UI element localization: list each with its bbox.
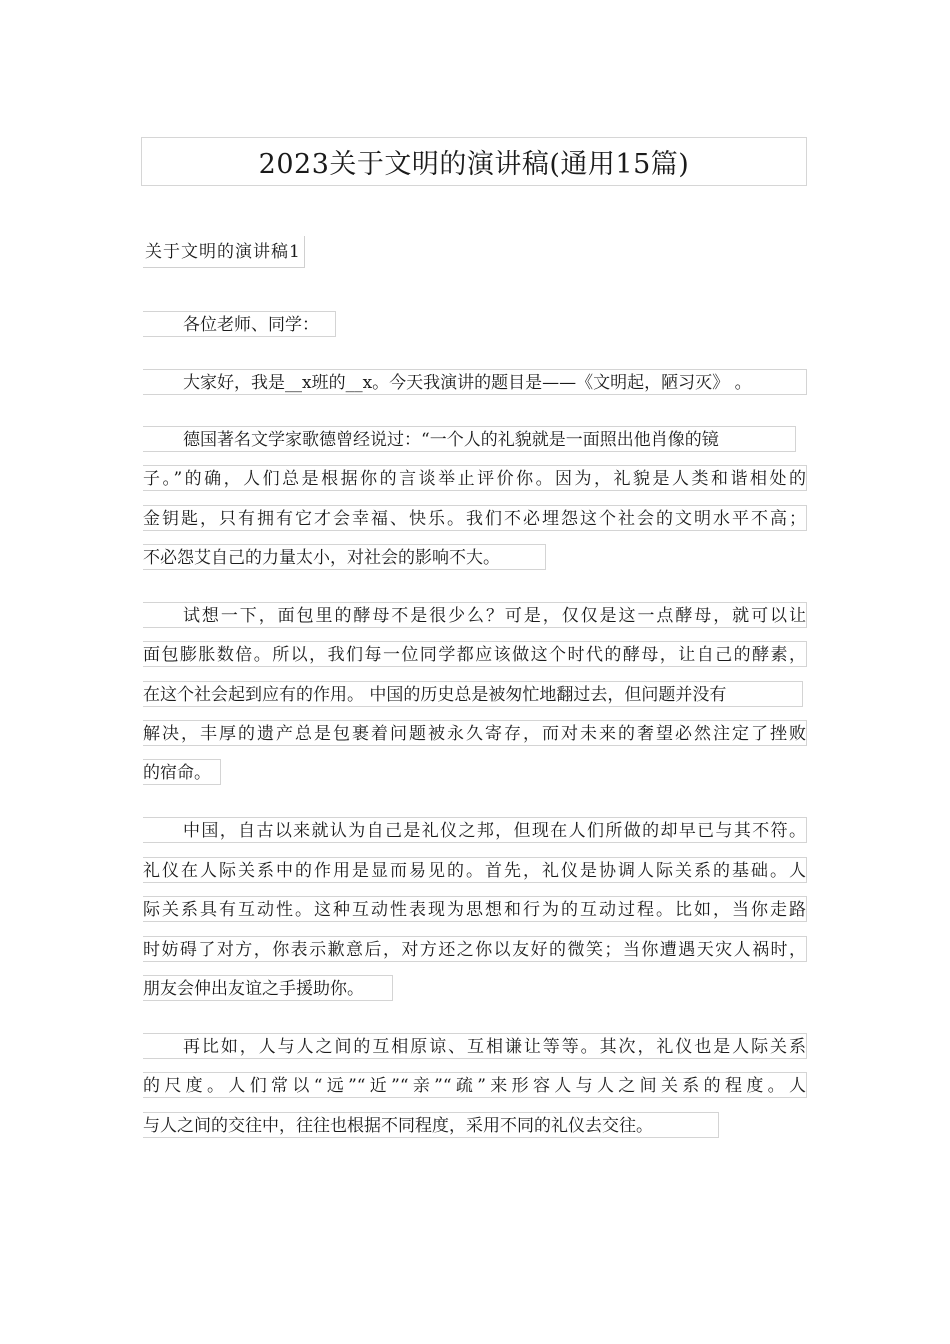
text-line: 面包膨胀数倍。所以，我们每一位同学都应该做这个时代的酵母，让自己的酵素， [143, 641, 807, 667]
text-line: 子。”的确，人们总是根据你的言谈举止评价你。因为，礼貌是人类和谐相处的 [143, 465, 807, 491]
text-line: 解决，丰厚的遗产总是包裹着问题被永久寄存，而对未来的奢望必然注定了挫败 [143, 720, 807, 746]
text-line: 朋友会伸出友谊之手援助你。 [143, 975, 393, 1001]
text-line: 时妨碍了对方，你表示歉意后，对方还之你以友好的微笑；当你遭遇天灾人祸时， [143, 936, 807, 962]
text-line: 试想一下，面包里的酵母不是很少么？可是，仅仅是这一点酵母，就可以让 [143, 602, 807, 628]
text-line: 的宿命。 [143, 759, 221, 785]
text-line: 中国，自古以来就认为自己是礼仪之邦，但现在人们所做的却早已与其不符。 [143, 817, 807, 843]
text-line: 德国著名文学家歌德曾经说过：“一个人的礼貌就是一面照出他肖像的镜 [143, 426, 796, 452]
section-heading: 关于文明的演讲稿1 [143, 236, 305, 268]
text-line: 礼仪在人际关系中的作用是显而易见的。首先，礼仪是协调人际关系的基础。人 [143, 857, 807, 883]
text-line: 金钥匙，只有拥有它才会幸福、快乐。我们不必埋怨这个社会的文明水平不高； [143, 505, 807, 531]
text-line: 再比如，人与人之间的互相原谅、互相谦让等等。其次，礼仪也是人际关系 [143, 1033, 807, 1059]
text-line: 与人之间的交往中，往往也根据不同程度，采用不同的礼仪去交往。 [143, 1112, 719, 1138]
text-line: 各位老师、同学： [143, 311, 336, 337]
document-title: 2023关于文明的演讲稿(通用15篇) [141, 137, 807, 186]
text-line: 大家好，我是__x班的__x。今天我演讲的题目是——《文明起，陋习灭》 。 [143, 369, 807, 395]
text-line: 不必怨艾自己的力量太小，对社会的影响不大。 [143, 544, 546, 570]
text-line: 际关系具有互动性。这种互动性表现为思想和行为的互动过程。比如，当你走路 [143, 896, 807, 922]
text-line: 在这个社会起到应有的作用。 中国的历史总是被匆忙地翻过去，但问题并没有 [143, 681, 803, 707]
text-line: 的尺度。人们常以“远”“近”“亲”“疏”来形容人与人之间关系的程度。人 [143, 1072, 807, 1098]
